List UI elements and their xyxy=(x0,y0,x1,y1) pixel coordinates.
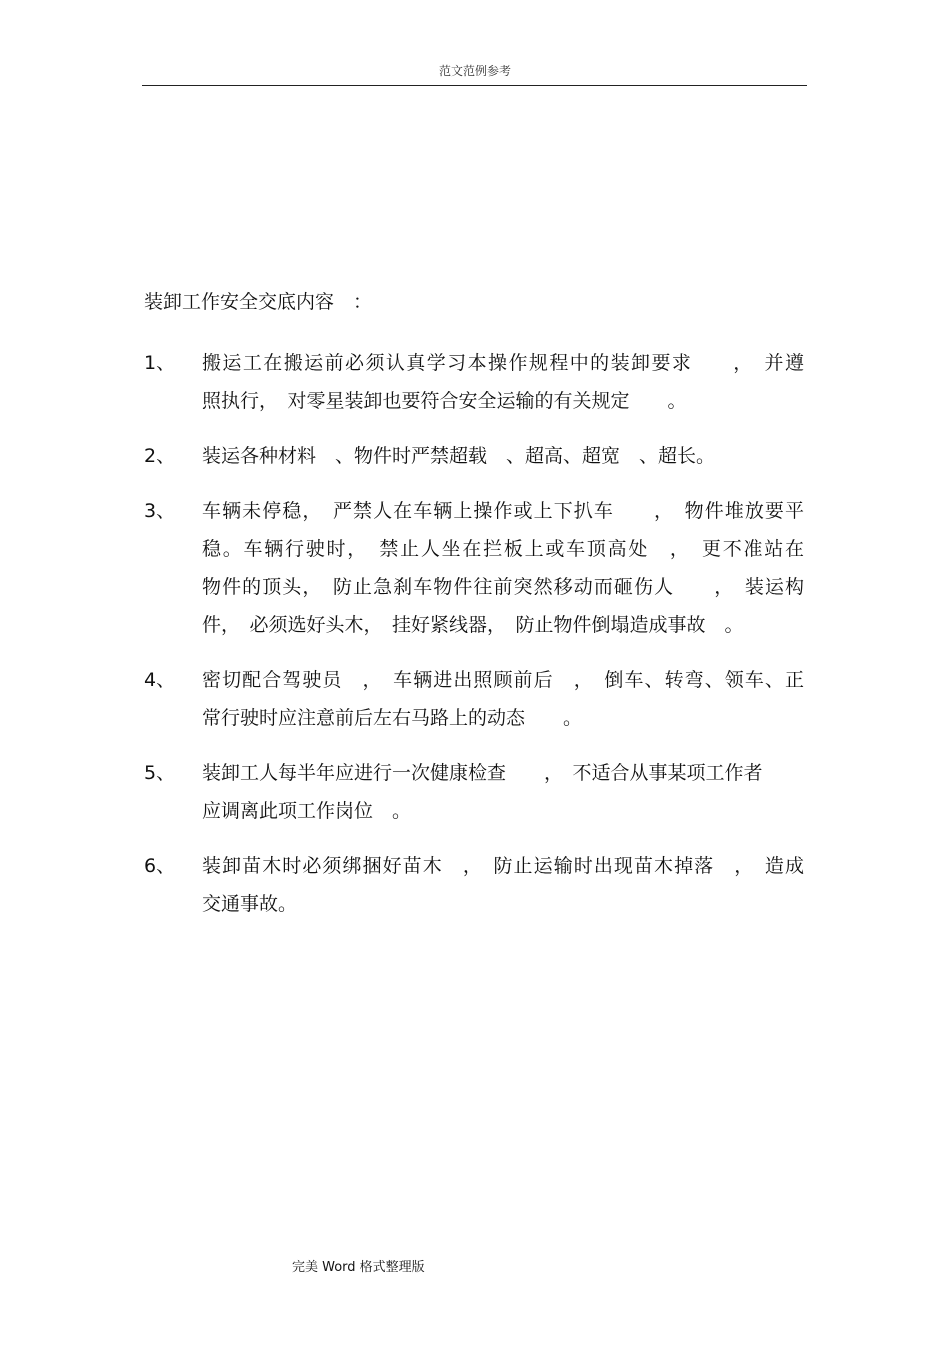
item-line: 应调离此项工作岗位 。 xyxy=(202,800,412,822)
item-number: 3、 xyxy=(144,500,176,522)
item-text xyxy=(202,661,804,737)
item-line: 装运各种材料 、物件时严禁超载 、超高、超宽 、超长。 xyxy=(202,445,716,467)
item-list xyxy=(144,344,809,940)
page-header: 范文范例参考 xyxy=(438,64,511,78)
section-title: 装卸工作安全交底内容 ： xyxy=(144,291,373,313)
item-number: 1、 xyxy=(144,352,176,374)
item-line: 装卸苗木时必须绑捆好苗木 ， 防止运输时出现苗木掉落 ， 造成 xyxy=(202,855,804,877)
item-line: 密切配合驾驶员 ， 车辆进出照顾前后 ， 倒车、转弯、领车、正 xyxy=(202,669,804,691)
list-item-4 xyxy=(144,661,809,737)
item-number: 6、 xyxy=(144,855,176,877)
item-line: 照执行， 对零星装卸也要符合安全运输的有关规定 。 xyxy=(202,390,687,412)
item-line: 交通事故。 xyxy=(202,893,298,915)
list-item-2 xyxy=(144,437,809,475)
item-text xyxy=(202,492,804,644)
item-text xyxy=(202,437,804,475)
item-number: 2、 xyxy=(144,445,176,467)
item-line: 件， 必须选好头木， 挂好紧线器， 防止物件倒塌造成事故 。 xyxy=(202,614,744,636)
item-line: 物件的顶头， 防止急刹车物件往前突然移动而砸伤人 ， 装运构 xyxy=(202,576,804,598)
item-line: 车辆未停稳， 严禁人在车辆上操作或上下扒车 ， 物件堆放要平 xyxy=(202,500,804,522)
list-item-6 xyxy=(144,847,809,923)
list-item-1 xyxy=(144,344,809,420)
item-text xyxy=(202,754,804,830)
list-item-5 xyxy=(144,754,809,830)
item-line: 装卸工人每半年应进行一次健康检查 ， 不适合从事某项工作者 xyxy=(202,762,763,784)
item-line: 搬运工在搬运前必须认真学习本操作规程中的装卸要求 ， 并遵 xyxy=(202,352,804,374)
item-text xyxy=(202,344,804,420)
item-number: 4、 xyxy=(144,669,176,691)
item-text xyxy=(202,847,804,923)
page-footer: 完美 Word 格式整理版 xyxy=(292,1260,425,1275)
header-rule xyxy=(142,85,807,86)
item-line: 常行驶时应注意前后左右马路上的动态 。 xyxy=(202,707,583,729)
item-line: 稳。车辆行驶时， 禁止人坐在拦板上或车顶高处 ， 更不准站在 xyxy=(202,538,804,560)
item-number: 5、 xyxy=(144,762,176,784)
list-item-3 xyxy=(144,492,809,644)
